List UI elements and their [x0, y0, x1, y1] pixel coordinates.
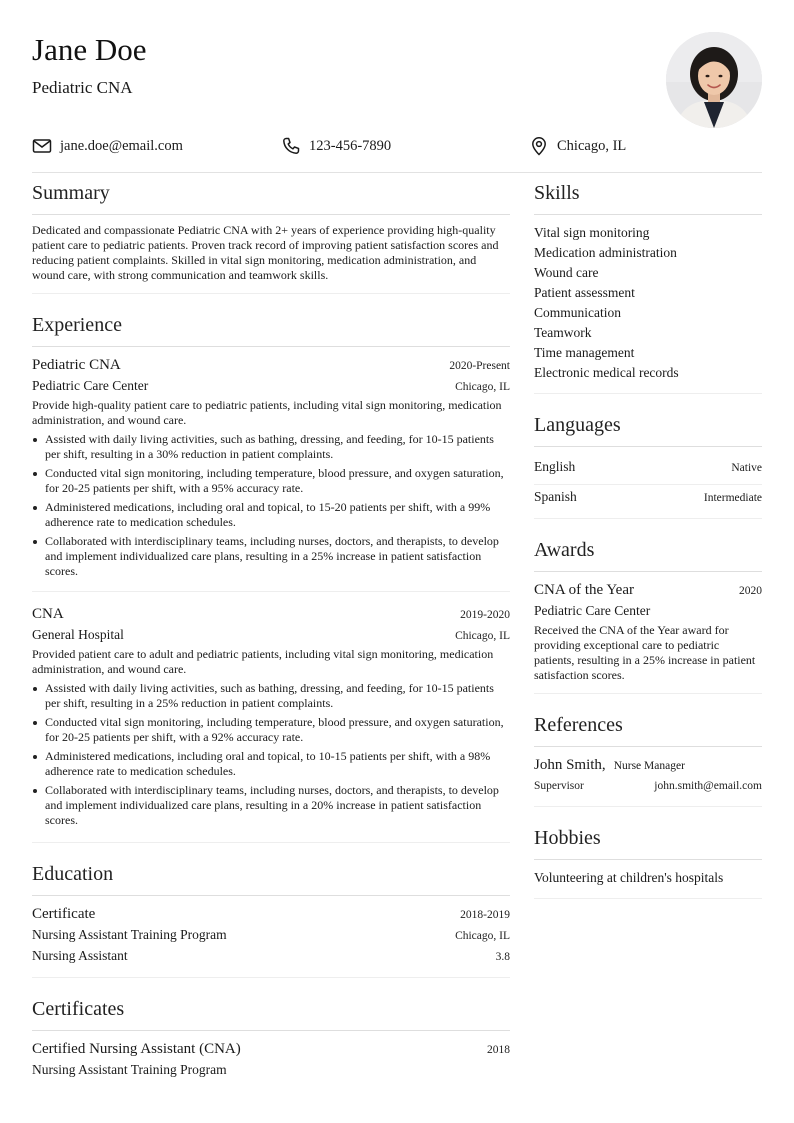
reference-relation: Supervisor: [534, 780, 584, 792]
job-dates: 2019-2020: [460, 609, 510, 621]
avatar: [666, 32, 762, 128]
job-bullet: Assisted with daily living activities, such as bathing, dressing, and feeding, for 10-15 patients per shift, resulting in a 25% reduction in patient complaints.: [32, 681, 510, 711]
contact-phone[interactable]: [281, 134, 391, 158]
certificate-year: 2018: [487, 1044, 510, 1056]
section-title-skills: Skills: [534, 178, 762, 215]
section-title-summary: Summary: [32, 178, 510, 215]
job-bullet: Conducted vital sign monitoring, including temperature, blood pressure, and oxygen saturation, for 20-25 patients per shift, with a 95% accuracy rate.: [32, 466, 510, 496]
main-column: [32, 178, 510, 1106]
skills-section: [534, 178, 762, 394]
candidate-role: Pediatric CNA: [32, 78, 133, 97]
education-gpa: 3.8: [495, 951, 510, 963]
skill-item: Electronic medical records: [534, 365, 679, 380]
skill-item: Communication: [534, 305, 621, 320]
job-bullets: [32, 681, 510, 828]
job-bullet: Collaborated with interdisciplinary teams, including nurses, doctors, and therapists, to develop and implement individualized care plans, resulting in a 25% increase in patient satisfaction scores.: [32, 534, 510, 579]
job-dates: 2020-Present: [449, 360, 510, 372]
job-description: Provided patient care to adult and pediatric patients, including vital sign monitoring, medication administration, and wound care.: [32, 647, 494, 676]
award-org: Pediatric Care Center: [534, 603, 651, 618]
certificates-section: [32, 994, 510, 1090]
languages-section: [534, 410, 762, 519]
section-title-hobbies: Hobbies: [534, 823, 762, 860]
language-name: Spanish: [534, 489, 577, 504]
language-row: [534, 455, 762, 485]
side-column: [534, 178, 762, 915]
section-title-experience: Experience: [32, 310, 510, 347]
mail-icon: [32, 136, 52, 156]
section-title-languages: Languages: [534, 410, 762, 447]
candidate-name: Jane Doe: [32, 32, 147, 67]
award-year: 2020: [739, 585, 762, 597]
skill-item: Teamwork: [534, 325, 592, 340]
contact-location: [529, 134, 626, 158]
location-text: Chicago, IL: [557, 137, 627, 154]
education-degree: Certificate: [32, 906, 96, 922]
section-title-certificates: Certificates: [32, 994, 510, 1031]
avatar-portrait-icon: [666, 32, 762, 128]
language-level: Native: [731, 462, 762, 474]
contact-bar: [32, 134, 762, 158]
job-bullet: Administered medications, including oral and topical, to 10-15 patients per shift, with a 98% adherence rate to medication schedules.: [32, 749, 510, 779]
award-description: Received the CNA of the Year award for providing exceptional care to pediatric patients, resulting in a 25% increase in patient satisfaction scores.: [534, 623, 756, 682]
skill-item: Wound care: [534, 265, 599, 280]
job-bullet: Administered medications, including oral and topical, to 15-20 patients per shift, with a 99% adherence rate to medication schedules.: [32, 500, 510, 530]
job-location: Chicago, IL: [455, 630, 510, 642]
skill-item: Vital sign monitoring: [534, 225, 650, 240]
job-description: Provide high-quality patient care to pediatric patients, including vital sign monitoring, medication administration, and wound care.: [32, 398, 502, 427]
phone-text: 123-456-7890: [309, 137, 392, 154]
certificate-name: Certified Nursing Assistant (CNA): [32, 1041, 241, 1057]
reference-name: John Smith,: [534, 757, 606, 773]
education-location: Chicago, IL: [455, 930, 510, 942]
job-org: Pediatric Care Center: [32, 378, 149, 393]
job-title: CNA: [32, 606, 64, 622]
job-entry: [32, 355, 510, 592]
phone-icon: [281, 136, 301, 156]
education-dates: 2018-2019: [460, 909, 510, 921]
job-bullets: [32, 432, 510, 579]
header-divider: [32, 172, 762, 173]
section-title-education: Education: [32, 859, 510, 896]
certificate-issuer: Nursing Assistant Training Program: [32, 1062, 227, 1077]
job-org: General Hospital: [32, 627, 124, 642]
education-section: [32, 859, 510, 978]
job-title: Pediatric CNA: [32, 357, 121, 373]
contact-email[interactable]: [32, 134, 183, 158]
hobby-item: Volunteering at children's hospitals: [534, 870, 724, 885]
skill-item: Medication administration: [534, 245, 677, 260]
summary-text: Dedicated and compassionate Pediatric CNA with 2+ years of experience providing high-quality patient care to pediatric patients. Proven track record of improving patient satisfaction scores and reducing patient complaints. Skilled in vital sign monitoring, medication administration, and wound care, with strong communication and teamwork skills.: [32, 223, 499, 282]
skill-item: Patient assessment: [534, 285, 635, 300]
reference-email[interactable]: john.smith@email.com: [654, 780, 762, 792]
language-level: Intermediate: [703, 492, 762, 504]
awards-section: [534, 535, 762, 694]
email-text: jane.doe@email.com: [60, 137, 183, 154]
reference-header: [534, 755, 762, 776]
summary-section: [32, 178, 510, 294]
language-row: [534, 485, 762, 514]
section-title-references: References: [534, 710, 762, 747]
skill-item: Time management: [534, 345, 635, 360]
job-bullet: Assisted with daily living activities, such as bathing, dressing, and feeding, for 10-15 patients per shift, resulting in a 30% reduction in patient complaints.: [32, 432, 510, 462]
award-name: CNA of the Year: [534, 582, 634, 598]
job-location: Chicago, IL: [455, 381, 510, 393]
hobbies-section: [534, 823, 762, 899]
job-bullet: Collaborated with interdisciplinary teams, including nurses, doctors, and therapists, to develop and implement individualized care plans, resulting in a 20% increase in patient satisfaction scores.: [32, 783, 510, 828]
section-title-awards: Awards: [534, 535, 762, 572]
education-field: Nursing Assistant: [32, 948, 128, 963]
reference-position: Nurse Manager: [613, 760, 685, 772]
job-bullet: Conducted vital sign monitoring, including temperature, blood pressure, and oxygen saturation, for 20-25 patients per shift, with a 92% accuracy rate.: [32, 715, 510, 745]
education-school: Nursing Assistant Training Program: [32, 927, 227, 942]
map-pin-icon: [529, 136, 549, 156]
references-section: [534, 710, 762, 807]
experience-section: [32, 310, 510, 843]
job-entry: [32, 604, 510, 836]
language-name: English: [534, 459, 576, 474]
